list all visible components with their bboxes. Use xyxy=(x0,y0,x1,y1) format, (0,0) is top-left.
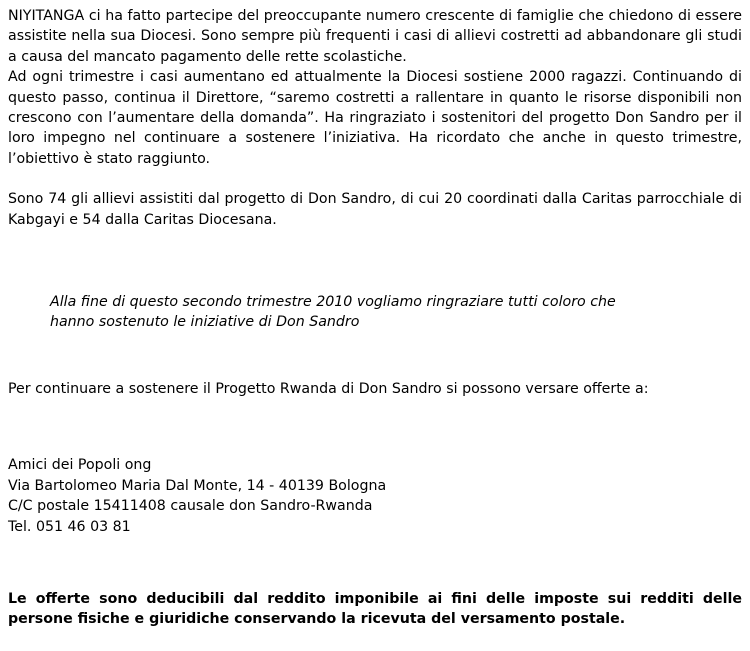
donation-intro: Per continuare a sostenere il Progetto Rwanda di Don Sandro si possono versare offerte a: xyxy=(8,380,649,397)
phone-number: Tel. 051 46 03 81 xyxy=(8,518,131,535)
paragraph-niyitanga: NIYITANGA ci ha fatto partecipe del preoccupante numero crescente di famiglie che chiedono di essere assistite nella sua Diocesi. Sono sempre più frequenti i casi di allievi costretti ad abbandonare gli studi a causa del mancato pagamento delle rette scolastiche. xyxy=(8,8,742,65)
thanks-line-1: Alla fine di questo secondo trimestre 2010 vogliamo ringraziare tutti coloro che xyxy=(50,294,616,311)
address-block xyxy=(8,455,742,537)
thanks-block xyxy=(50,292,742,333)
tax-deduction-note: Le offerte sono deducibili dal reddito imponibile ai fini delle imposte sui redditi delle persone fisiche e giuridiche conservando la ricevuta del versamento postale. xyxy=(8,590,742,628)
thanks-line-2: hanno sostenuto le iniziative di Don Sandro xyxy=(50,314,360,331)
postal-account: C/C postale 15411408 causale don Sandro-Rwanda xyxy=(8,498,373,515)
paragraph-allievi: Sono 74 gli allievi assistiti dal progetto di Don Sandro, di cui 20 coordinati dalla Caritas parrocchiale di Kabgayi e 54 dalla Caritas Diocesana. xyxy=(8,191,742,228)
org-address: Via Bartolomeo Maria Dal Monte, 14 - 40139 Bologna xyxy=(8,477,387,494)
org-name: Amici dei Popoli ong xyxy=(8,457,152,474)
paragraph-trimestre: Ad ogni trimestre i casi aumentano ed attualmente la Diocesi sostiene 2000 ragazzi. Continuando di questo passo, continua il Direttore, “saremo costretti a rallentare in quanto le risorse disponibili non crescono con l’aumentare della domanda”. Ha ringraziato i sostenitori del progetto Don Sandro per il loro impegno nel continuare a sostenere l’iniziativa. Ha ricordato che anche in questo trimestre, l’obiettivo è stato raggiunto. xyxy=(8,69,742,167)
document-page xyxy=(8,6,742,630)
